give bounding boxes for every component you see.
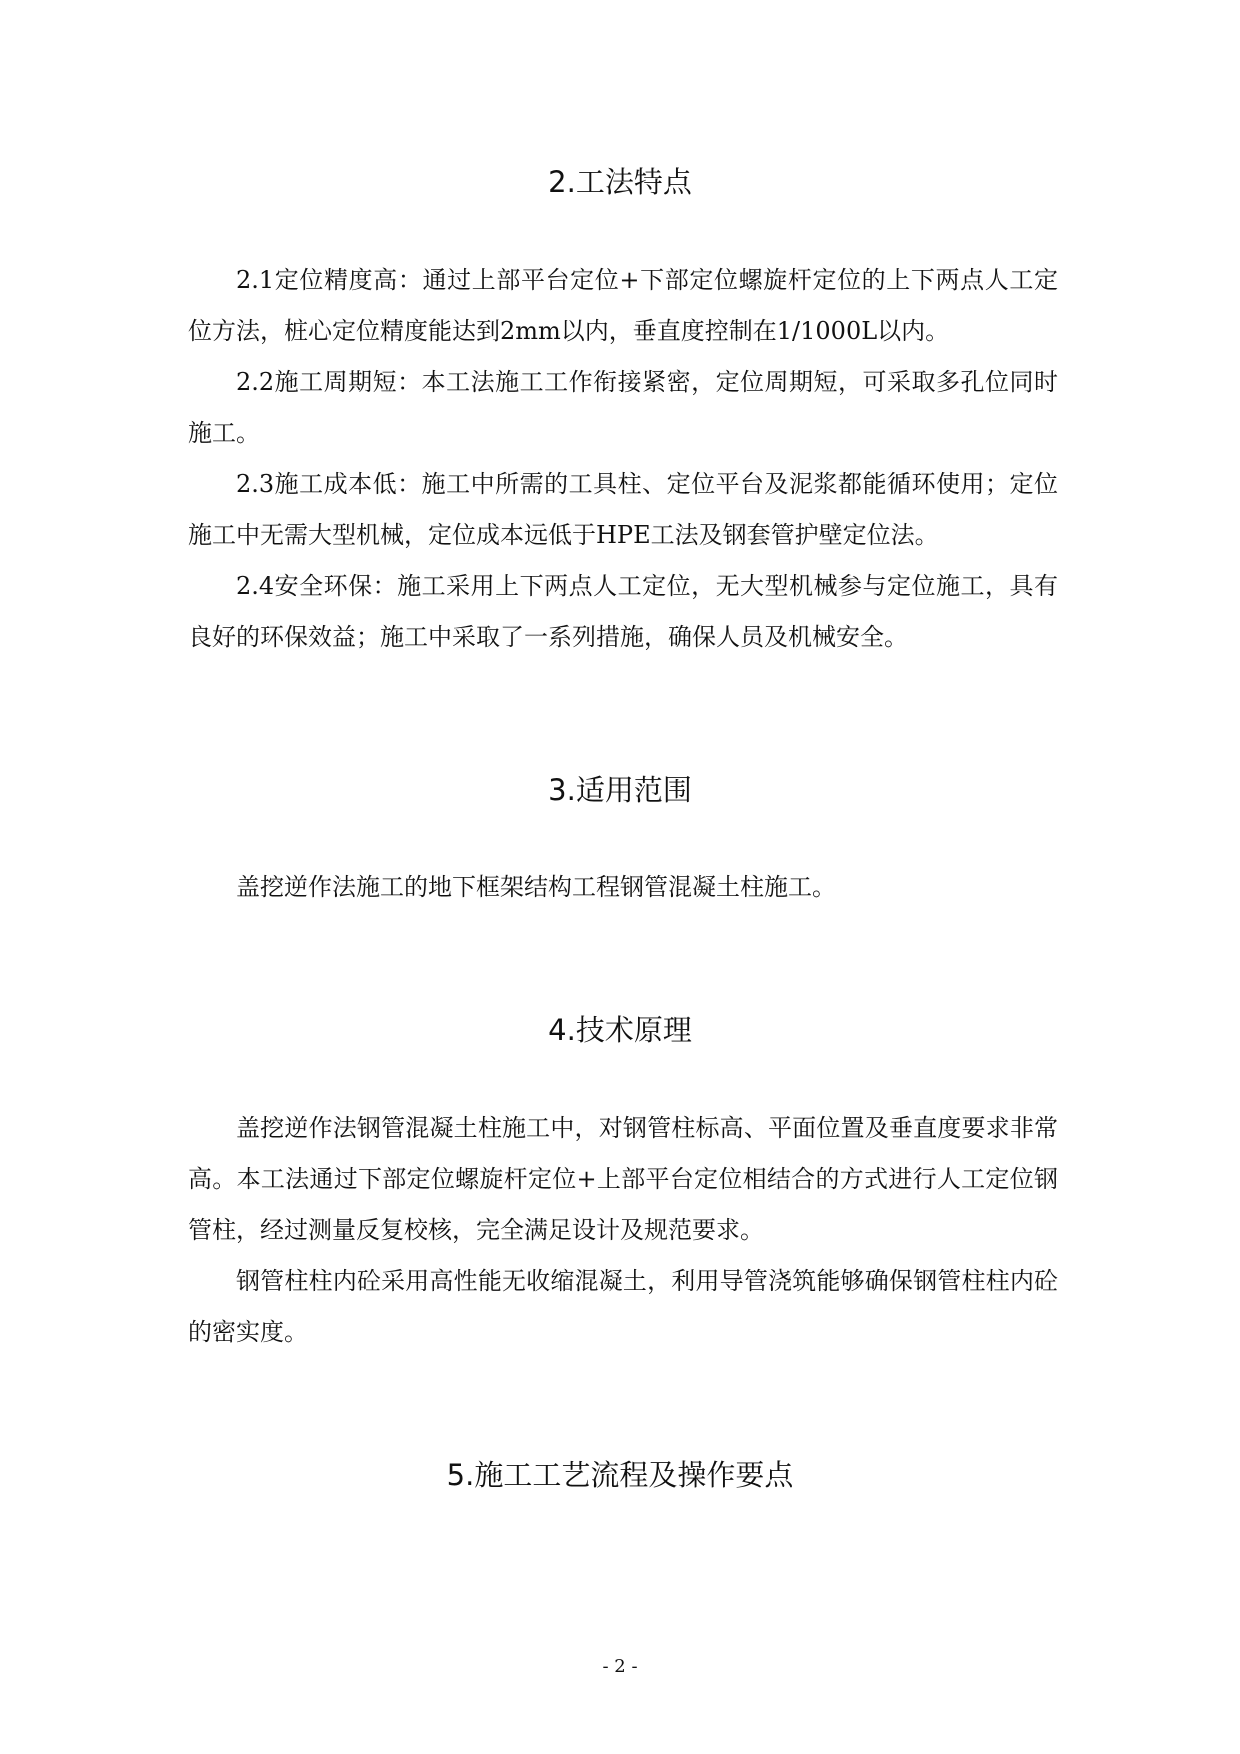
paragraph-2-4: 2.4安全环保：施工采用上下两点人工定位，无大型机械参与定位施工，具有良好的环保效益；施工中采取了一系列措施，确保人员及机械安全。: [188, 572, 1058, 651]
section-heading-principle: 4.技术原理: [548, 1013, 692, 1047]
page-number: - 2 -: [602, 1656, 638, 1677]
paragraph-4-2: 钢管柱柱内砼采用高性能无收缩混凝土，利用导管浇筑能够确保钢管柱柱内砼的密实度。: [188, 1267, 1058, 1346]
paragraph-2-3: 2.3施工成本低：施工中所需的工具柱、定位平台及泥浆都能循环使用；定位施工中无需大型机械，定位成本远低于HPE工法及钢套管护壁定位法。: [188, 470, 1058, 549]
paragraph-3: 盖挖逆作法施工的地下框架结构工程钢管混凝土柱施工。: [236, 873, 836, 901]
section-heading-features: 2.工法特点: [548, 165, 692, 199]
paragraph-2-2: 2.2施工周期短：本工法施工工作衔接紧密，定位周期短，可采取多孔位同时施工。: [188, 368, 1058, 447]
paragraph-2-1: 2.1定位精度高：通过上部平台定位+下部定位螺旋杆定位的上下两点人工定位方法，桩心定位精度能达到2mm以内，垂直度控制在1/1000L以内。: [188, 266, 1058, 345]
section-heading-scope: 3.适用范围: [548, 773, 692, 807]
section-heading-process: 5.施工工艺流程及操作要点: [446, 1458, 794, 1492]
paragraph-4-1: 盖挖逆作法钢管混凝土柱施工中，对钢管柱标高、平面位置及垂直度要求非常高。本工法通过下部定位螺旋杆定位+上部平台定位相结合的方式进行人工定位钢管柱，经过测量反复校核，完全满足设计及规范要求。: [188, 1114, 1058, 1244]
